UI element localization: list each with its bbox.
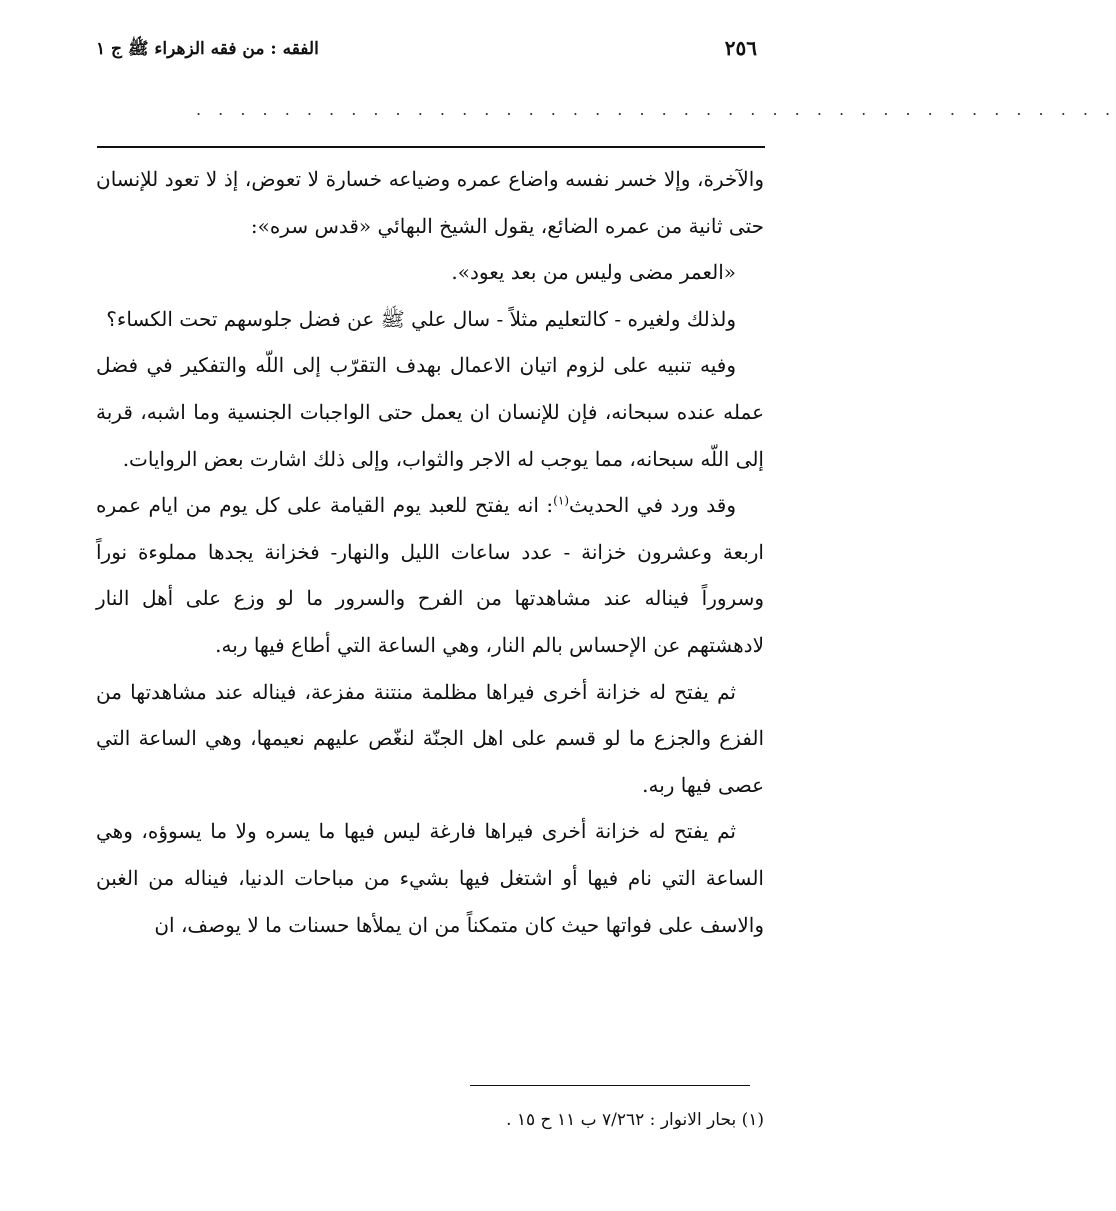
header-rule [97, 146, 765, 148]
body-text [96, 156, 764, 948]
page-number: ٢٥٦ [724, 36, 757, 60]
paragraph: والآخرة، وإلا خسر نفسه واضاع عمره وضياعه خسارة لا تعوض، إذ لا تعود للإنسان حتى ثانية من عمره الضائع، يقول الشيخ البهائي «قدس سره»: [96, 167, 764, 238]
footnote: (١) بحار الانوار : ٧/٢٦٢ ب ١١ ح ١٥ . [506, 1110, 764, 1130]
hadith-lead: وقد ورد في الحديث [569, 493, 736, 518]
running-title: الفقه : من فقه الزهراء ﷺ ج ١ [96, 39, 319, 59]
footnote-marker: (١) [553, 493, 569, 508]
paragraph: ولذلك ولغيره - كالتعليم مثلاً - سال علي ﷺ عن فضل جلوسهم تحت الكساء؟ [106, 306, 736, 331]
paragraph: «العمر مضى وليس من بعد يعود». [451, 260, 736, 285]
hadith-paragraph [96, 482, 764, 668]
dotted-separator: . . . . . . . . . . . . . . . . . . . . . . . . . . . . . . . . . . . . . . . . . . [196, 100, 1116, 119]
paragraph: ثم يفتح له خزانة أخرى فيراها فارغة ليس فيها ما يسره ولا ما يسوؤه، وهي الساعة التي نام فيها أو اشتغل فيها بشيء من مباحات الدنيا، فيناله من الغبن والاسف على فواتها حيث كان متمكناً من ان يملأها حسنات ما لا يوصف، ان [96, 819, 764, 937]
hadith-text: : انه يفتح للعبد يوم القيامة على كل يوم من ايام عمره اربعة وعشرون خزانة - عدد ساعات الليل والنهار- فخزانة يجدها مملوءة نوراً وسروراً فيناله عند مشاهدتها من الفرح والسرور ما لو وزع على أهل النار لادهشتهم عن الإحساس بالم النار، وهي الساعة التي أطاع فيها ربه. [96, 493, 764, 657]
paragraph: وفيه تنبيه على لزوم اتيان الاعمال بهدف التقرّب إلى اللّه والتفكير في فضل عمله عنده سبحانه، فإن للإنسان ان يعمل حتى الواجبات الجنسية وما اشبه، قربة إلى اللّه سبحانه، مما يوجب له الاجر والثواب، وإلى ذلك اشارت بعض الروايات. [96, 353, 764, 471]
page-header [96, 36, 763, 68]
footnote-rule [470, 1085, 750, 1086]
paragraph: ثم يفتح له خزانة أخرى فيراها مظلمة منتنة مفزعة، فيناله عند مشاهدتها من الفزع والجزع ما لو قسم على اهل الجنّة لنغّص عليهم نعيمها، وهي الساعة التي عصى فيها ربه. [96, 679, 764, 797]
